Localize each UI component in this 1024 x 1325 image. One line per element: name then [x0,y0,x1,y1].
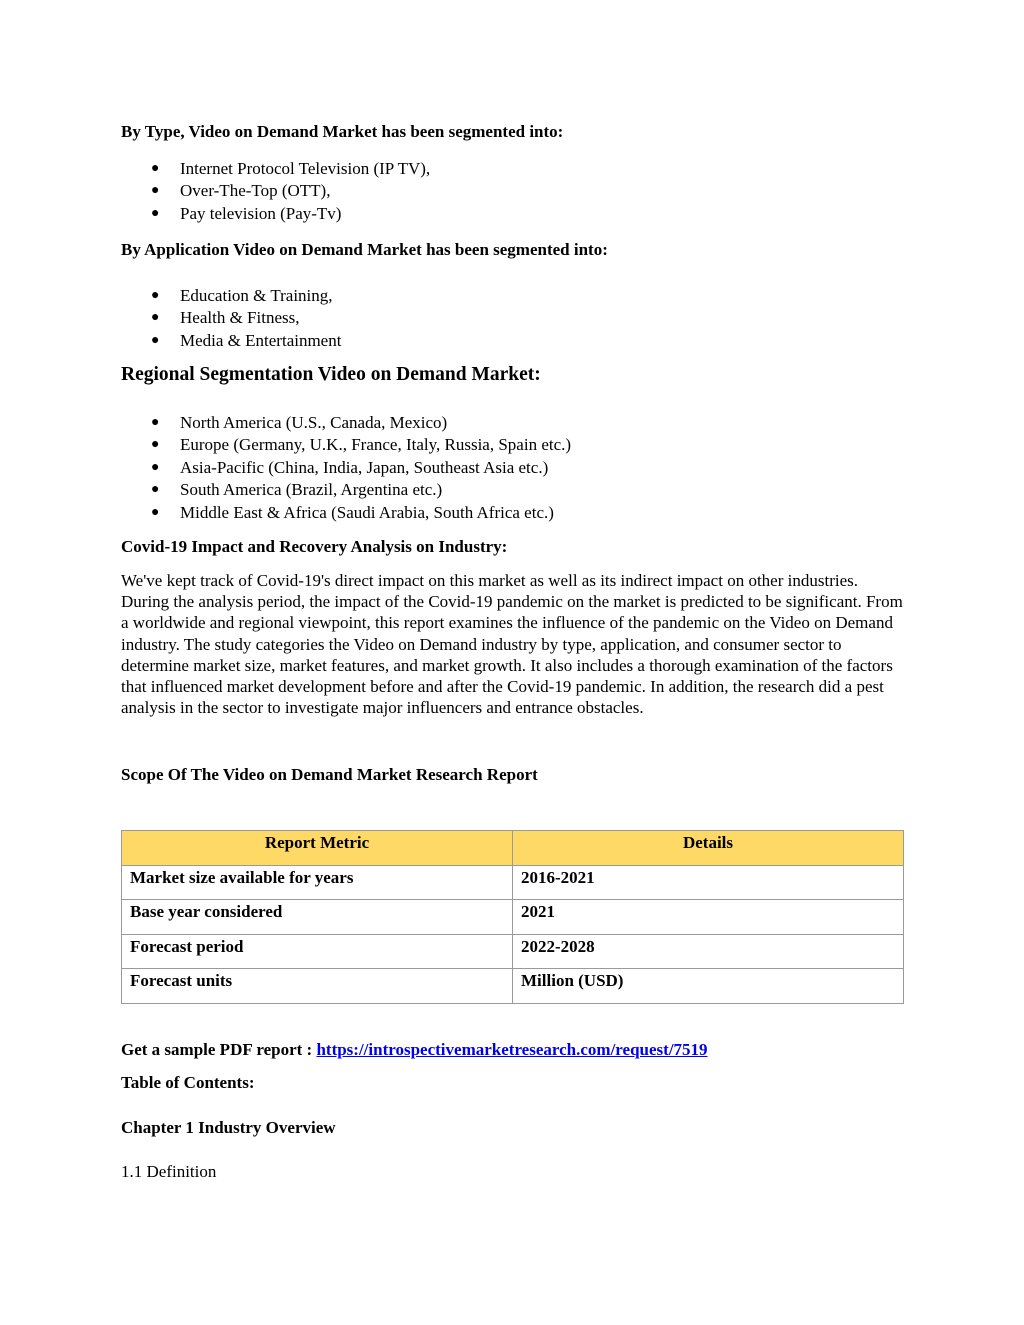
table-row [122,865,904,900]
sample-report-line [121,1040,708,1060]
table-cell: Forecast units [122,969,513,1004]
table-cell: Market size available for years [122,865,513,900]
type-heading: By Type, Video on Demand Market has been segmented into: [121,122,564,141]
table-cell: 2021 [513,900,904,935]
bullet-icon: ● [151,504,160,520]
toc-chapter-1: Chapter 1 Industry Overview [121,1118,336,1137]
scope-table [121,830,904,1004]
list-item: ● Middle East & Africa (Saudi Arabia, South Africa etc.) [121,502,571,524]
list-item: ● Pay television (Pay-Tv) [121,203,430,225]
table-cell: Million (USD) [513,969,904,1004]
scope-heading: Scope Of The Video on Demand Market Research Report [121,765,538,784]
sample-report-label: Get a sample PDF report : [121,1040,317,1059]
bullet-icon: ● [151,459,160,475]
list-item: ● North America (U.S., Canada, Mexico) [121,412,571,434]
bullet-icon: ● [151,205,160,221]
bullet-icon: ● [151,415,160,430]
table-cell: Forecast period [122,934,513,969]
covid-heading: Covid-19 Impact and Recovery Analysis on Industry: [121,537,508,556]
table-row [122,969,904,1004]
sample-report-link[interactable]: https://introspectivemarketresearch.com/request/7519 [316,1040,708,1059]
list-item: ● Media & Entertainment [121,330,341,352]
table-cell: Base year considered [122,900,513,935]
list-item: ● South America (Brazil, Argentina etc.) [121,479,571,501]
application-heading: By Application Video on Demand Market has been segmented into: [121,240,608,259]
bullet-icon: ● [151,183,160,199]
bullet-icon: ● [151,310,160,326]
list-item: ● Health & Fitness, [121,307,341,329]
list-item: ● Europe (Germany, U.K., France, Italy, Russia, Spain etc.) [121,434,571,456]
bullet-icon: ● [151,482,160,498]
list-item: ● Education & Training, [121,285,341,307]
table-row [122,934,904,969]
table-header-row [122,831,904,866]
table-header-cell: Report Metric [122,831,513,866]
bullet-icon: ● [151,332,160,348]
table-header-cell: Details [513,831,904,866]
table-row [122,900,904,935]
bullet-icon: ● [151,288,160,303]
bullet-icon: ● [151,437,160,453]
list-item: ● Asia-Pacific (China, India, Japan, Southeast Asia etc.) [121,457,571,479]
covid-paragraph: We've kept track of Covid-19's direct impact on this market as well as its indirect impact on other industries. During the analysis period, the impact of the Covid-19 pandemic on the market is predicted to be significant. From a worldwide and regional viewpoint, this report examines the influence of the pandemic on the Video on Demand industry. The study categories the Video on Demand industry by type, application, and consumer sector to determine market size, market features, and market growth. It also includes a thorough examination of the factors that influenced market development before and after the Covid-19 pandemic. In addition, the research did a pest analysis in the sector to investigate major influencers and entrance obstacles. [121,571,903,718]
list-item: ● Over-The-Top (OTT), [121,180,430,202]
table-cell: 2022-2028 [513,934,904,969]
table-cell: 2016-2021 [513,865,904,900]
regional-heading: Regional Segmentation Video on Demand Market: [121,364,541,385]
regional-list [121,412,571,524]
type-list [121,158,430,225]
list-item: ● Internet Protocol Television (IP TV), [121,158,430,180]
application-list [121,285,341,352]
bullet-icon: ● [151,161,160,176]
toc-title: Table of Contents: [121,1073,255,1092]
toc-item-definition: 1.1 Definition [121,1162,217,1181]
